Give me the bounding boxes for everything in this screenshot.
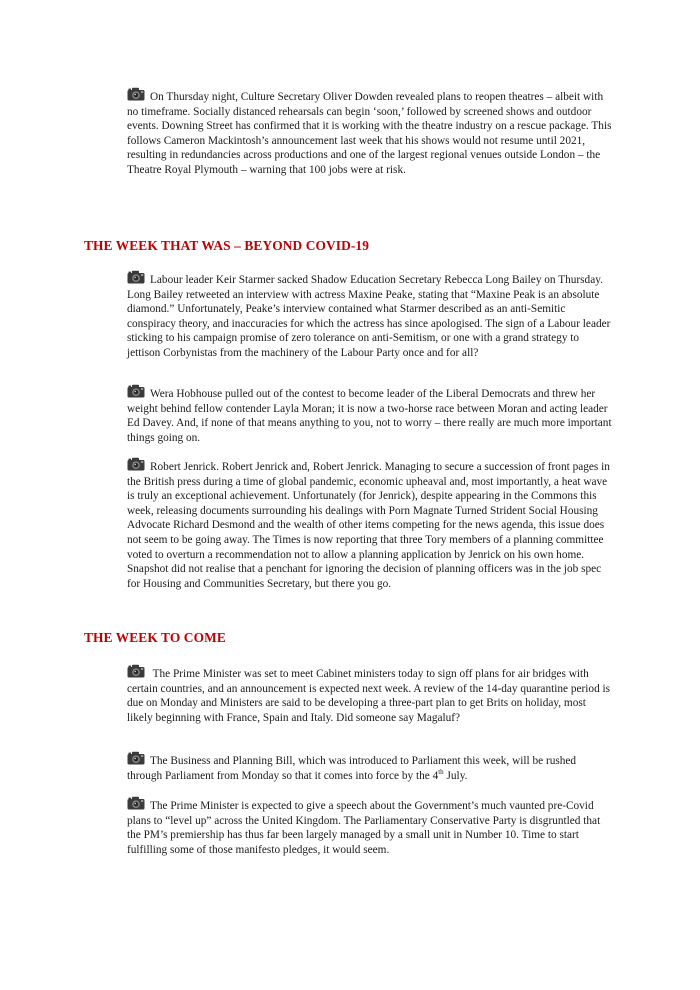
ordinal-suffix: th xyxy=(438,767,444,776)
camera-icon xyxy=(127,751,145,765)
camera-icon xyxy=(127,457,145,471)
list-item xyxy=(127,457,612,591)
list-item xyxy=(127,751,612,783)
item-text: The Prime Minister is expected to give a speech about the Government’s much vaunted pre-Covid plans to “level up” across the United Kingdom. The Parliamentary Conservative Party is disgruntled that the PM’s premiership has thus far been largely managed by a small unit in Number 10. Time to start fulfilling some of those manifesto pledges, it would seem. xyxy=(127,800,601,856)
section-heading-week-that-was: THE WEEK THAT WAS – BEYOND COVID-19 xyxy=(84,238,370,253)
section-heading-week-to-come: THE WEEK TO COME xyxy=(84,630,226,645)
item-text: Robert Jenrick. Robert Jenrick and, Robert Jenrick. Managing to secure a succession of front pages in the British press during a time of global pandemic, economic upheaval and, most importantly, a heat wave is truly an exceptional achievement. Unfortunately (for Jenrick), despite appearing in the Commons this week, releasing documents surrounding his dealings with Porn Magnate Turned Strident Social Housing Advocate Richard Desmond and the wealth of other items competing for the news agenda, this issue does not seem to be going away. The Times is now reporting that three Tory members of a planning committee voted to overturn a recommendation not to allow a planning application by Jenrick on his own home. Snapshot did not realise that a penchant for ignoring the decision of planning officers was in the job spec for Housing and Communities Secretary, but there you go. xyxy=(127,461,610,590)
item-text-after: July. xyxy=(443,769,468,782)
intro-text: On Thursday night, Culture Secretary Oliver Dowden revealed plans to reopen theatres – albeit with no timeframe. Socially distanced rehearsals can begin ‘soon,’ followed by screened shows and outdoor events. Downing Street has confirmed that it is working with the theatre industry on a rescue package. This follows Cameron Mackintosh’s announcement last week that his shows would not resume until 2021, resulting in redundancies across productions and one of the largest regional venues outside London – the Theatre Royal Plymouth – warning that 100 jobs were at risk. xyxy=(127,91,612,176)
item-text: Wera Hobhouse pulled out of the contest to become leader of the Liberal Democrats and threw her weight behind fellow contender Layla Moran; it is now a two-horse race between Moran and acting leader Ed Davey. And, if none of that means anything to you, not to worry – there really are much more important things going on. xyxy=(127,388,612,444)
list-item xyxy=(127,664,612,725)
camera-icon xyxy=(127,796,145,810)
camera-icon xyxy=(127,87,145,101)
item-text: Labour leader Keir Starmer sacked Shadow Education Secretary Rebecca Long Bailey on Thursday. Long Bailey retweeted an interview with actress Maxine Peake, stating that “Maxine Peak is an absolute diamond.” Unfortunately, Peake’s interview contained what Starmer described as an anti-Semitic conspiracy theory, and inaccuracies for which the actress has since apologised. The sign of a Labour leader sticking to his campaign promise of zero tolerance on anti-Semitism, or one with a grand strategy to jettison Corbynistas from the machinery of the Labour Party once and for all? xyxy=(127,274,611,359)
camera-icon xyxy=(127,384,145,398)
list-item xyxy=(127,384,612,445)
intro-paragraph xyxy=(127,87,612,178)
list-item xyxy=(127,270,612,361)
camera-icon xyxy=(127,664,145,678)
item-text-before: The Business and Planning Bill, which was introduced to Parliament this week, will be rushed through Parliament from Monday so that it comes into force by the 4 xyxy=(127,755,577,782)
list-item xyxy=(127,796,612,857)
item-text: The Prime Minister was set to meet Cabinet ministers today to sign off plans for air bridges with certain countries, and an announcement is expected next week. A review of the 14-day quarantine period is due on Monday and Ministers are said to be developing a three-part plan to get Brits on holiday, most likely beginning with France, Spain and Italy. Did someone say Magaluf? xyxy=(127,668,611,724)
camera-icon xyxy=(127,270,145,284)
